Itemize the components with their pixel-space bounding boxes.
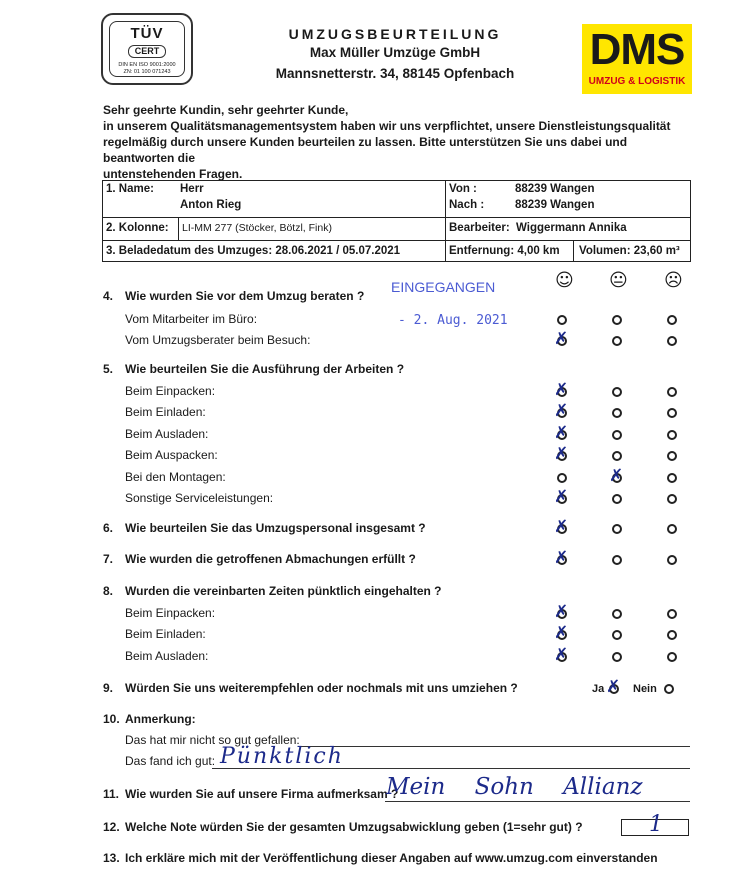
q13-number: 13. (103, 851, 120, 865)
q8-item-label: Beim Einpacken: (125, 606, 216, 620)
name-salutation: Herr (180, 183, 204, 195)
q9-nein-label: Nein (633, 683, 657, 695)
volumen: Volumen: 23,60 m³ (579, 245, 680, 257)
q5-item-label: Sonstige Serviceleistungen: (125, 491, 274, 505)
q8-item-1-cross-icon: ✗ (554, 602, 569, 622)
q9-ja-cross-icon: ✗ (606, 677, 621, 697)
dms-logo (582, 24, 692, 94)
q6-cross-icon: ✗ (554, 517, 569, 537)
q5-item-4-cross-icon: ✗ (554, 444, 569, 464)
kolonne-value: LI-MM 277 (Stöcker, Bötzl, Fink) (182, 222, 332, 234)
intro-text (103, 102, 695, 182)
q6-number: 6. (103, 521, 114, 535)
dms-logo-sub: UMZUG & LOGISTIK (588, 76, 686, 87)
q6-text: Wie beurteilen Sie das Umzugspersonal insgesamt ? (125, 521, 426, 535)
q5-item-2-cross-icon: ✗ (554, 401, 569, 421)
q5-item-3-option-2-checkbox[interactable] (612, 430, 622, 440)
intro-line: regelmäßig durch unsere Kunden beurteilen zu lassen. Bitte unterstützen Sie uns dabei und beantworten die (103, 135, 628, 165)
q12-text: Welche Note würden Sie der gesamten Umzugsabwicklung geben (1=sehr gut) ? (125, 820, 583, 834)
q4-item-label: Vom Mitarbeiter im Büro: (125, 312, 258, 326)
q4-item-1-option-2-checkbox[interactable] (612, 315, 622, 325)
beladedatum: 3. Beladedatum des Umzuges: 28.06.2021 / 05.07.2021 (106, 245, 401, 257)
q5-item-1-cross-icon: ✗ (554, 380, 569, 400)
q10-positive-label: Das fand ich gut: (125, 754, 216, 768)
q5-item-5-cross-icon: ✗ (609, 466, 624, 486)
von-label: Von : (449, 183, 477, 195)
q11-text: Wie wurden Sie auf unsere Firma aufmerksam ? (125, 787, 399, 801)
q7-text: Wie wurden die getroffenen Abmachungen erfüllt ? (125, 552, 416, 566)
q5-text: Wie beurteilen Sie die Ausführung der Arbeiten ? (125, 362, 405, 376)
q5-item-label: Beim Einladen: (125, 405, 206, 419)
q4-item-2-option-3-checkbox[interactable] (667, 336, 677, 346)
q12-number: 12. (103, 820, 120, 834)
dms-logo-text: DMS (589, 25, 685, 74)
q5-number: 5. (103, 362, 114, 376)
q6-option-2-checkbox[interactable] (612, 524, 622, 534)
q5-item-5-option-3-checkbox[interactable] (667, 473, 677, 483)
q8-item-2-cross-icon: ✗ (554, 623, 569, 643)
q4-item-2-option-2-checkbox[interactable] (612, 336, 622, 346)
q12-grade-handwriting: 1 (649, 812, 663, 837)
company-address: Mannsnetterstr. 34, 88145 Opfenbach (275, 66, 515, 81)
intro-line: in unserem Qualitätsmanagementsystem haben wir uns verpflichtet, unsere Dienstleistungsqualität (103, 119, 671, 133)
q10-text: Anmerkung: (125, 712, 196, 726)
q5-item-4-option-3-checkbox[interactable] (667, 451, 677, 461)
q5-item-6-option-2-checkbox[interactable] (612, 494, 622, 504)
tuv-cert-label: CERT (128, 45, 166, 58)
q8-item-3-cross-icon: ✗ (554, 645, 569, 665)
tuv-cert-logo (101, 13, 193, 85)
tuv-small-text (110, 62, 184, 75)
q8-item-3-option-3-checkbox[interactable] (667, 652, 677, 662)
q5-item-6-cross-icon: ✗ (554, 487, 569, 507)
nach-label: Nach : (449, 199, 485, 211)
happy-face-icon: ☺ (555, 270, 574, 291)
q7-number: 7. (103, 552, 114, 566)
neutral-face-icon: 😐︎ (609, 270, 628, 291)
q5-item-2-option-2-checkbox[interactable] (612, 408, 622, 418)
q10-negative-label: Das hat mir nicht so gut gefallen: (125, 733, 300, 747)
q13-text: Ich erkläre mich mit der Veröffentlichung dieser Angaben auf www.umzug.com einverstanden (125, 851, 658, 865)
q4-item-1-option-1-checkbox[interactable] (557, 315, 567, 325)
sad-face-icon: ☹ (664, 270, 683, 291)
q4-item-1-option-3-checkbox[interactable] (667, 315, 677, 325)
tuv-brand: TÜV (130, 25, 164, 42)
q10-positive-handwriting: Pünktlich (220, 744, 344, 769)
name-label: 1. Name: (106, 183, 154, 195)
customer-info-table (102, 180, 691, 262)
bearbeiter-label: Bearbeiter: (449, 222, 510, 234)
von-value: 88239 Wangen (515, 183, 595, 195)
q7-option-3-checkbox[interactable] (667, 555, 677, 565)
q5-item-4-option-2-checkbox[interactable] (612, 451, 622, 461)
q5-item-6-option-3-checkbox[interactable] (667, 494, 677, 504)
q5-item-5-option-1-checkbox[interactable] (557, 473, 567, 483)
q8-number: 8. (103, 584, 114, 598)
q5-item-label: Beim Einpacken: (125, 384, 216, 398)
q9-ja-label: Ja (592, 683, 605, 695)
q8-item-1-option-3-checkbox[interactable] (667, 609, 677, 619)
q5-item-3-option-3-checkbox[interactable] (667, 430, 677, 440)
q5-item-label: Beim Auspacken: (125, 448, 218, 462)
q4-item-label: Vom Umzugsberater beim Besuch: (125, 333, 311, 347)
q7-cross-icon: ✗ (554, 548, 569, 568)
q8-item-3-option-2-checkbox[interactable] (612, 652, 622, 662)
intro-line: Sehr geehrte Kundin, sehr geehrter Kunde, (103, 103, 349, 117)
q10-number: 10. (103, 712, 120, 726)
received-stamp: EINGEGANGEN (391, 279, 496, 295)
q8-item-2-option-2-checkbox[interactable] (612, 630, 622, 640)
q5-item-2-option-3-checkbox[interactable] (667, 408, 677, 418)
q5-item-3-cross-icon: ✗ (554, 423, 569, 443)
bearbeiter-value: Wiggermann Annika (516, 222, 627, 234)
form-title: UMZUGSBEURTEILUNG (288, 26, 502, 42)
q6-option-3-checkbox[interactable] (667, 524, 677, 534)
q5-item-1-option-2-checkbox[interactable] (612, 387, 622, 397)
q8-item-1-option-2-checkbox[interactable] (612, 609, 622, 619)
q9-nein-checkbox[interactable] (664, 684, 674, 694)
q7-option-2-checkbox[interactable] (612, 555, 622, 565)
entfernung: Entfernung: 4,00 km (449, 245, 560, 257)
q5-item-1-option-3-checkbox[interactable] (667, 387, 677, 397)
q11-line[interactable] (385, 801, 690, 802)
q8-text: Wurden die vereinbarten Zeiten pünktlich eingehalten ? (125, 584, 442, 598)
q8-item-2-option-3-checkbox[interactable] (667, 630, 677, 640)
kolonne-label: 2. Kolonne: (106, 222, 169, 234)
q5-item-label: Bei den Montagen: (125, 470, 226, 484)
q8-item-label: Beim Einladen: (125, 627, 206, 641)
tuv-zn: ZN: 01 100 071243 (123, 68, 171, 75)
q4-text: Wie wurden Sie vor dem Umzug beraten ? (125, 289, 365, 303)
q9-number: 9. (103, 681, 114, 695)
name-value: Anton Rieg (180, 199, 242, 211)
company-name: Max Müller Umzüge GmbH (309, 45, 481, 60)
q10-negative-line[interactable] (300, 746, 690, 747)
nach-value: 88239 Wangen (515, 199, 595, 211)
intro-line: untenstehenden Fragen. (103, 167, 243, 181)
q11-number: 11. (103, 787, 120, 801)
q8-item-label: Beim Ausladen: (125, 649, 209, 663)
q5-item-label: Beim Ausladen: (125, 427, 209, 441)
q4-item-2-cross-icon: ✗ (554, 329, 569, 349)
received-stamp-date: - 2. Aug. 2021 (398, 313, 508, 328)
q11-handwriting: Mein Sohn Allianz (386, 774, 643, 800)
q9-text: Würden Sie uns weiterempfehlen oder nochmals mit uns umziehen ? (125, 681, 518, 695)
tuv-iso: DIN EN ISO 9001:2000 (118, 62, 176, 68)
q4-number: 4. (103, 289, 114, 303)
